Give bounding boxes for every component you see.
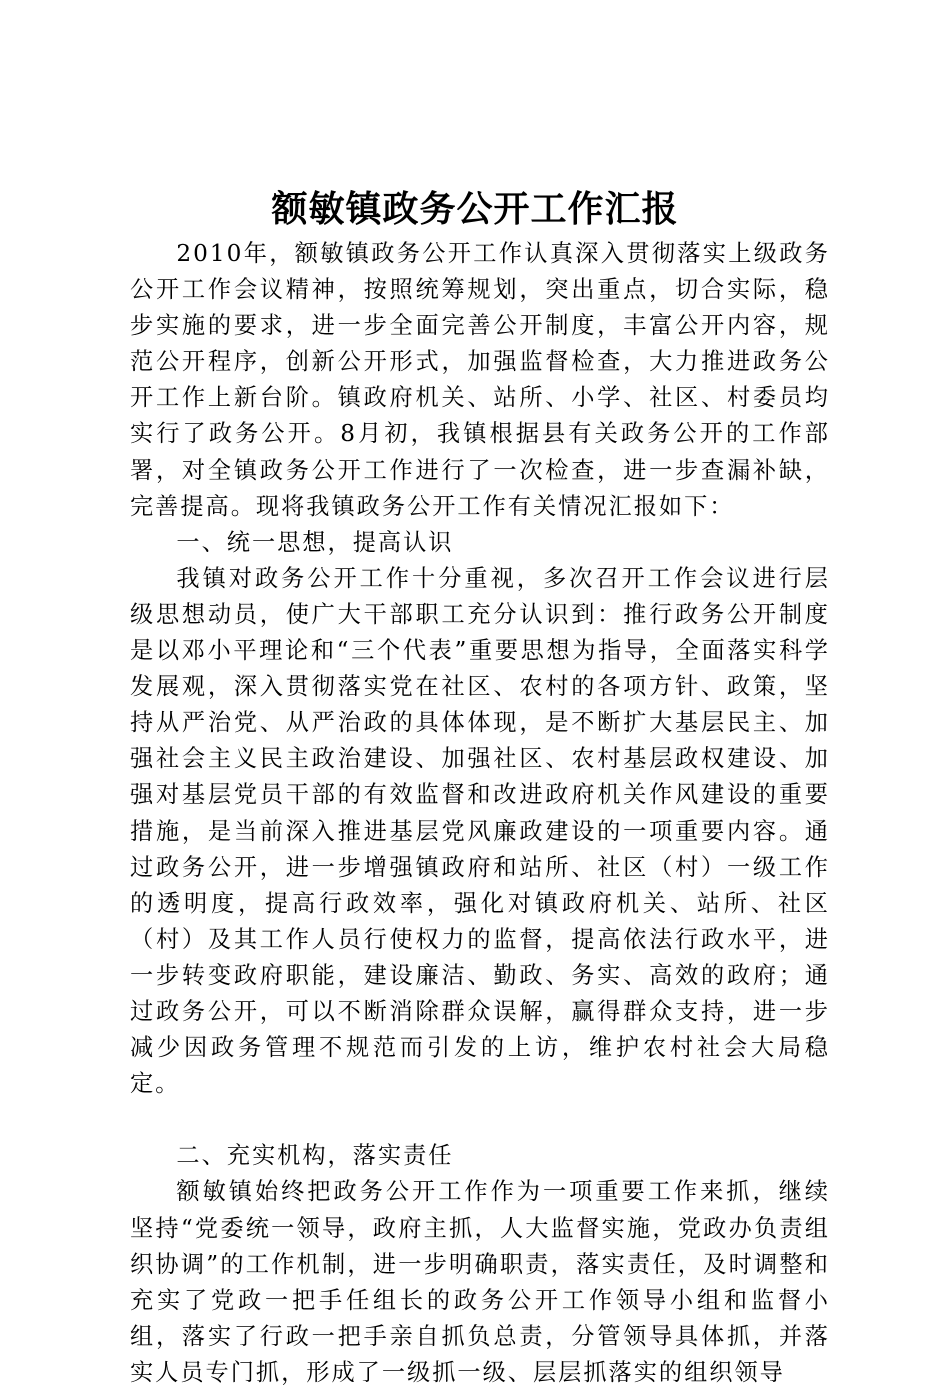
section-2-paragraph: 额敏镇始终把政务公开工作作为一项重要工作来抓，继续坚持“党委统一领导，政府主抓，人大监督实施，党政办负责组织协调”的工作机制，进一步明确职责，落实责任，及时调整和充实了党政一把手任组长的政务公开工作领导小组和监督小组，落实了行政一把手亲自抓负总责，分管领导具体抓，并落实人员专门抓，形成了一级抓一级、层层抓落实的组织领导 bbox=[130, 1178, 830, 1386]
section-1-heading: 一、统一思想，提高认识 bbox=[176, 528, 454, 556]
document-title: 额敏镇政务公开工作汇报 bbox=[271, 188, 679, 230]
intro-paragraph: 2010年，额敏镇政务公开工作认真深入贯彻落实上级政务公开工作会议精神，按照统筹规划，突出重点，切合实际，稳步实施的要求，进一步全面完善公开制度，丰富公开内容，规范公开程序，创新公开形式，加强监督检查，大力推进政务公开工作上新台阶。镇政府机关、站所、小学、社区、村委员均实行了政务公开。8月初，我镇根据县有关政务公开的工作部署，对全镇政务公开工作进行了一次检查，进一步查漏补缺，完善提高。现将我镇政务公开工作有关情况汇报如下： bbox=[130, 240, 830, 520]
document-body bbox=[130, 236, 830, 1391]
section-1-paragraph: 我镇对政务公开工作十分重视，多次召开工作会议进行层级思想动员，使广大干部职工充分认识到：推行政务公开制度是以邓小平理论和“三个代表”重要思想为指导，全面落实科学发展观，深入贯彻落实党在社区、农村的各项方针、政策，坚持从严治党、从严治政的具体体现，是不断扩大基层民主、加强社会主义民主政治建设、加强社区、农村基层政权建设、加强对基层党员干部的有效监督和改进政府机关作风建设的重要措施，是当前深入推进基层党风廉政建设的一项重要内容。通过政务公开，进一步增强镇政府和站所、社区（村）一级工作的透明度，提高行政效率，强化对镇政府机关、站所、社区（村）及其工作人员行使权力的监督，提高依法行政水平，进一步转变政府职能，建设廉洁、勤政、务实、高效的政府；通过政务公开，可以不断消除群众误解，赢得群众支持，进一步减少因政务管理不规范而引发的上访，维护农村社会大局稳定。 bbox=[130, 564, 830, 1098]
blank-line bbox=[130, 1102, 830, 1138]
section-2-heading: 二、充实机构，落实责任 bbox=[176, 1142, 454, 1170]
